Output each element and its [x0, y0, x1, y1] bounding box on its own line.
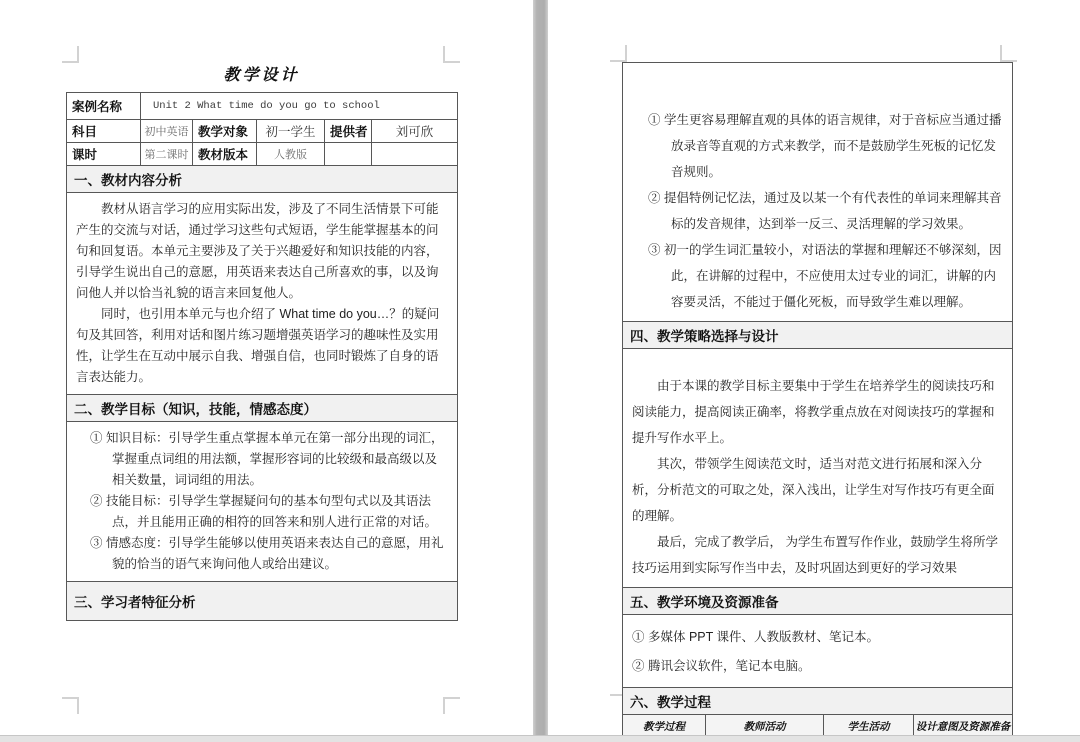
audience-label: 教学对象 [193, 120, 257, 143]
teaching-design-table-continued [622, 62, 1013, 740]
section-body-row [623, 615, 1013, 688]
section2-heading: 二、教学目标（知识，技能，情感态度） [67, 395, 458, 422]
section-heading-row [67, 395, 458, 422]
section3-body [623, 63, 1013, 322]
section5-body [623, 615, 1013, 688]
table-row [67, 93, 458, 120]
audience-value: 初一学生 [257, 120, 325, 143]
list-item: ③ 初一的学生词汇量较小，对语法的掌握和理解还不够深刻，因此，在讲解的过程中，不应使用太过专业的词汇，讲解的内容要灵活，不能过于僵化死板，而导致学生难以理解。 [648, 243, 1002, 309]
edition-label: 教材版本 [193, 143, 257, 166]
teaching-design-table [66, 92, 458, 621]
paragraph: 最后，完成了教学后， 为学生布置写作作业，鼓励学生将所学技巧运用到实际写作当中去，及时巩固达到更好的学习效果 [632, 535, 998, 575]
empty-cell [325, 143, 372, 166]
list-item: ③ 情感态度：引导学生能够以使用英语来表达自己的意愿，用礼貌的恰当的语气来询问他人或给出建议。 [90, 536, 444, 571]
section-heading-row [623, 322, 1013, 349]
document-title: 教学设计 [223, 67, 300, 84]
margin-crop-mark [62, 46, 79, 63]
paragraph: 同时，也引用本单元与也介绍了 What time do you…？的疑问句及其回答，利用对话和图片练习题增强英语学习的趣味性及实用性，让学生在互动中展示自我、增强自信，也同时锻炼了自身的语言表达能力。 [76, 307, 440, 384]
table-row [67, 120, 458, 143]
provider-value: 刘可欣 [372, 120, 458, 143]
section-body-row [67, 422, 458, 582]
list-item: ② 提倡特例记忆法，通过及以某一个有代表性的单词来理解其音标的发音规律，达到举一反三、灵活理解的学习效果。 [648, 191, 1002, 231]
subject-value: 初中英语 [141, 120, 193, 143]
section-body-row [623, 63, 1013, 322]
section-body-row [623, 349, 1013, 588]
period-label: 课时 [67, 143, 141, 166]
column-header-process: 教学过程 [623, 715, 706, 739]
paragraph: 其次，带领学生阅读范文时，适当对范文进行拓展和深入分析，分析范文的可取之处，深入浅出，让学生对写作技巧有更全面的理解。 [632, 457, 995, 523]
section6-heading: 六、教学过程 [623, 688, 1013, 715]
list-item: ① 多媒体 PPT 课件、人教版教材、笔记本。 [632, 630, 880, 644]
margin-crop-mark [443, 46, 460, 63]
section5-heading: 五、教学环境及资源准备 [623, 588, 1013, 615]
page-gap [533, 0, 548, 735]
section1-heading: 一、教材内容分析 [67, 166, 458, 193]
paragraph: 由于本课的教学目标主要集中于学生在培养学生的阅读技巧和阅读能力，提高阅读正确率，将教学重点放在对阅读技巧的掌握和提升写作水平上。 [632, 379, 995, 445]
section4-body [623, 349, 1013, 588]
edition-value: 人教版 [257, 143, 325, 166]
horizontal-scrollbar[interactable] [0, 735, 1080, 742]
margin-crop-mark [610, 45, 627, 62]
empty-cell [372, 143, 458, 166]
section-heading-row [67, 582, 458, 621]
list-item: ① 学生更容易理解直观的具体的语言规律，对于音标应当通过播放录音等直观的方式来教学，而不是鼓励学生死板的记忆发音规则。 [648, 113, 1002, 179]
margin-crop-mark [62, 697, 79, 714]
section-heading-row [623, 588, 1013, 615]
section4-heading: 四、教学策略选择与设计 [623, 322, 1013, 349]
column-header-teacher: 教师活动 [706, 715, 824, 739]
list-item: ① 知识目标：引导学生重点掌握本单元在第一部分出现的词汇，掌握重点词组的用法额，掌握形容词的比较级和最高级以及相关数量，词词组的用法。 [90, 431, 444, 487]
section3-heading: 三、学习者特征分析 [67, 582, 458, 621]
list-item: ② 技能目标：引导学生掌握疑问句的基本句型句式以及其语法点，并且能用正确的相符的回答来和别人进行正常的对话。 [90, 494, 438, 529]
column-header-intent: 设计意图及资源准备 [914, 715, 1013, 739]
paragraph: 教材从语言学习的应用实际出发，涉及了不同生活情景下可能产生的交流与对话，通过学习这些句式短语，学生能掌握基本的问句和回复语。本单元主要涉及了关于兴趣爱好和知识技能的内容，引导学生说出自己的意愿，用英语来表达自己所喜欢的事，以及询问他人并以恰当礼貌的语言来回复他人。 [76, 202, 439, 300]
case-name-value: Unit 2 What time do you go to school [141, 93, 458, 120]
margin-crop-mark [1000, 45, 1017, 62]
column-header-student: 学生活动 [824, 715, 914, 739]
section2-body [67, 422, 458, 582]
subject-label: 科目 [67, 120, 141, 143]
period-value: 第二课时 [141, 143, 193, 166]
section-body-row [67, 193, 458, 395]
margin-crop-mark [443, 697, 460, 714]
section-heading-row [67, 166, 458, 193]
section-heading-row [623, 688, 1013, 715]
table-row [67, 143, 458, 166]
list-item: ② 腾讯会议软件，笔记本电脑。 [632, 659, 811, 673]
provider-label: 提供者 [325, 120, 372, 143]
section1-body [67, 193, 458, 395]
case-name-label: 案例名称 [67, 93, 141, 120]
